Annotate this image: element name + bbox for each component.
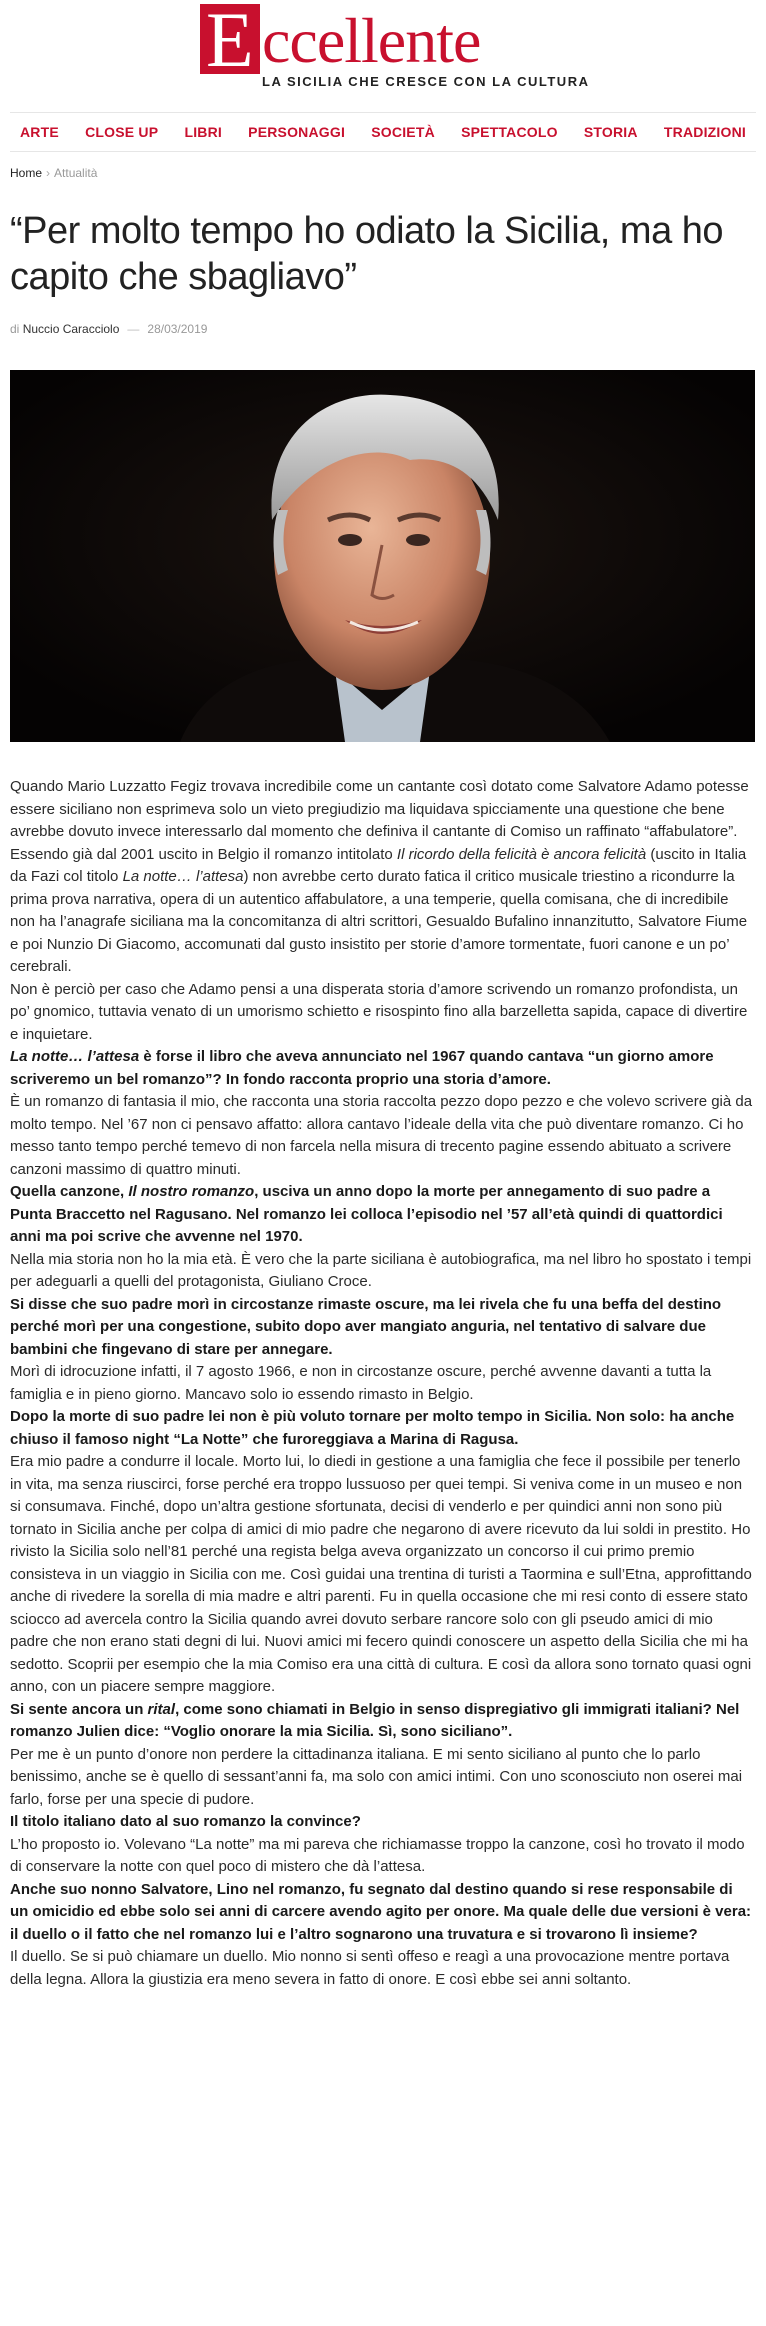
breadcrumb-home[interactable]: Home	[10, 166, 43, 180]
question-text: Quella canzone,	[10, 1183, 129, 1200]
interview-question: Il titolo italiano dato al suo romanzo la convince?	[10, 1813, 361, 1830]
breadcrumb-separator: ›	[46, 166, 51, 180]
breadcrumb	[10, 166, 97, 180]
logo-tagline: LA SICILIA CHE CRESCE CON LA CULTURA	[262, 74, 590, 89]
author-link[interactable]: Nuccio Caracciolo	[22, 322, 120, 336]
interview-question	[10, 1699, 755, 1744]
book-title: La notte… l’attesa	[10, 1048, 140, 1065]
nav-item-arte[interactable]: ARTE	[20, 124, 59, 140]
logo-initial: E	[206, 0, 254, 83]
interview-answer: L’ho proposto io. Volevano “La notte” ma mi pareva che richiamasse troppo la canzone, così ho trovato il modo di conservare la notte con quel poco di mistero che dà l’attesa.	[10, 1835, 745, 1875]
book-title: Il ricordo della felicità è ancora felicità	[396, 845, 647, 863]
nav-item-spettacolo[interactable]: SPETTACOLO	[461, 124, 558, 140]
question-text: , usciva un anno dopo la morte per annegamento di suo padre a Punta Braccetto nel Ragusano. Nel romanzo lei colloca l’episodio nel ’57 all’età quindi di quattordici anni ma poi scrive che avvenne nel 1970.	[10, 1183, 723, 1245]
nav-item-libri[interactable]: LIBRI	[184, 124, 222, 140]
song-title: Il nostro romanzo	[128, 1183, 255, 1200]
breadcrumb-current[interactable]: Attualità	[54, 166, 98, 180]
logo-wordmark: ccellente	[262, 5, 481, 76]
paragraph	[10, 776, 755, 979]
byline-prefix: di	[10, 322, 20, 336]
masthead	[0, 0, 766, 112]
byline	[10, 322, 207, 336]
nav-item-tradizioni[interactable]: TRADIZIONI	[663, 124, 746, 140]
article-title: “Per molto tempo ho odiato la Sicilia, ma ho capito che sbagliavo”	[10, 210, 724, 298]
interview-question	[10, 1181, 755, 1249]
interview-question: Dopo la morte di suo padre lei non è più voluto tornare per molto tempo in Sicilia. Non solo: ha anche chiuso il famoso night “La Notte” che furoreggiava a Marina di Ragusa.	[10, 1408, 735, 1448]
question-text: è forse il libro che aveva annunciato nel 1967 quando cantava “un giorno amore scriveremo un bel romanzo”? In fondo racconta proprio una storia d’amore.	[10, 1048, 714, 1088]
interview-answer: Il duello. Se si può chiamare un duello. Mio nonno si sentì offeso e reagì a una provocazione mentre portava della legna. Allora la giustizia era meno severa in fatto di onore. E così ebbe sei anni soltanto.	[10, 1948, 730, 1988]
publish-date: 28/03/2019	[147, 322, 208, 336]
interview-answer: Era mio padre a condurre il locale. Morto lui, lo diedi in gestione a una famiglia che fece il possibile per tenerlo in vita, ma senza riuscirci, forse perché era troppo lussuoso per quei tempi. Si veniva come in un museo e non si consumava. Finché, dopo un’altra gestione sfortunata, decisi di venderlo e per quindici anni non sono più tornato in Sicilia anche per colpa di amici di mio padre che negarono di avere ricevuto da lui soldi in prestito. Ho rivisto la Sicilia solo nell’81 perché una regista belga aveva organizzato un concorso il cui primo premio consisteva in un viaggio in Sicilia con me. Così guidai una trentina di turisti a Taormina e sull’Etna, approfittando anche di rivedere la sorella di mia madre e altri parenti. Fu in quella occasione che mi resi conto di essere stato sciocco ad avercela contro la Sicilia quando avrei dovuto serbare rancore solo con gli pseudo amici di mio padre che non erano stati degni di lui. Nuovi amici mi fecero quindi conoscere un aspetto della Sicilia che mi ha sedotto. Scoprii per esempio che la mia Comiso era una città di cultura. E così da allora sono tornato quasi ogni anno, con un piacere sempre maggiore.	[10, 1453, 752, 1695]
nav-item-close-up[interactable]: CLOSE UP	[85, 124, 159, 140]
main-nav	[10, 112, 756, 152]
book-title: La notte… l’attesa	[122, 868, 244, 885]
interview-question: Anche suo nonno Salvatore, Lino nel romanzo, fu segnato dal destino quando si rese responsabile di un omicidio ed ebbe solo sei anni di carcere avendo agito per onore. Ma quale delle due versioni è vera: il duello o il fatto che nel romanzo lui e l’altro sognarono una truvatura e si trovarono lì insieme?	[10, 1880, 752, 1943]
article-photo	[10, 370, 755, 742]
paragraph-text: Quando Mario Luzzatto Fegiz trovava incredibile come un cantante così dotato come Salvatore Adamo potesse essere siciliano non esprimeva solo un vieto pregiudizio ma liquidava spicciamente una questione che bene avrebbe dovuto invece interessarlo dal momento che definiva il cantante di Comiso un raffinato “affabulatore”. Essendo già dal 2001 uscito in Belgio il romanzo intitolato	[10, 778, 749, 863]
emphasized-word: rital	[147, 1700, 176, 1718]
interview-answer: Morì di idrocuzione infatti, il 7 agosto 1966, e non in circostanze oscure, perché avvenne davanti a tutta la famiglia e in pieno giorno. Mancavo solo io essendo rimasto in Belgio.	[10, 1363, 712, 1403]
logo-red-box	[200, 0, 260, 83]
portrait-photo-icon	[10, 370, 755, 742]
article-body	[10, 776, 755, 1991]
paragraph: Non è perciò per caso che Adamo pensi a una disperata storia d’amore scrivendo un romanzo profondista, un po’ gnomico, tuttavia venato di un umorismo schietto e risospinto fino alla barzelletta sapida, capace di divertire e inquietare.	[10, 980, 748, 1043]
paragraph-text: (uscito in Italia da Fazi col titolo	[10, 845, 747, 885]
interview-answer: È un romanzo di fantasia il mio, che racconta una storia raccolta pezzo dopo pezzo e che volevo scrivere già da molto tempo. Nel ’67 non ci pensavo affatto: allora cantavo l’ideale della vita che può diventare romanzo. Ci ho messo tanto tempo perché temevo di non farcela nella misura di trecento pagine essendo abituato a scrivere canzoni massimo di quattro minuti.	[10, 1093, 753, 1178]
nav-item-societa[interactable]: SOCIETÀ	[371, 124, 435, 140]
question-text: , come sono chiamati in Belgio in senso dispregiativo gli immigrati italiani? Nel romanzo Julien dice: “Voglio onorare la mia Sicilia. Sì, sono siciliano”.	[10, 1700, 740, 1740]
site-logo[interactable]	[200, 0, 590, 104]
interview-question: Si disse che suo padre morì in circostanze rimaste oscure, ma lei rivela che fu una beffa del destino perché morì per una congestione, subito dopo aver mangiato anguria, nel tentativo di salvare due bambini che fingevano di stare per annegare.	[10, 1295, 722, 1358]
byline-separator: —	[127, 322, 140, 336]
interview-answer: Per me è un punto d’onore non perdere la cittadinanza italiana. E mi sento siciliano al punto che lo parlo benissimo, anche se è quello di sessant’anni fa, ma solo con amici intimi. Con uno sconosciuto non oserei mai farlo, forse per una specie di pudore.	[10, 1745, 743, 1808]
interview-question	[10, 1046, 755, 1091]
nav-item-personaggi[interactable]: PERSONAGGI	[248, 124, 346, 140]
interview-answer: Nella mia storia non ho la mia età. È vero che la parte siciliana è autobiografica, ma nel libro ho spostato i tempi per adeguarli a quelli del protagonista, Giuliano Croce.	[10, 1250, 752, 1290]
nav-item-storia[interactable]: STORIA	[583, 124, 638, 140]
question-text: Si sente ancora un	[10, 1700, 148, 1718]
paragraph-text: ) non avrebbe certo durato fatica il critico musicale triestino a ricondurre la prima prova narrativa, opera di un autentico affabulatore, a una temperie, quella comisana, che di incredibile non ha l’anagrafe siciliana ma la concomitanza di altri scrittori, Gesualdo Bufalino innanzitutto, Salvatore Fiume e poi Nunzio Di Giacomo, accomunati dal gusto insistito per storie d’amore tormentate, fuori canone e un po’ cerebrali.	[10, 868, 748, 975]
